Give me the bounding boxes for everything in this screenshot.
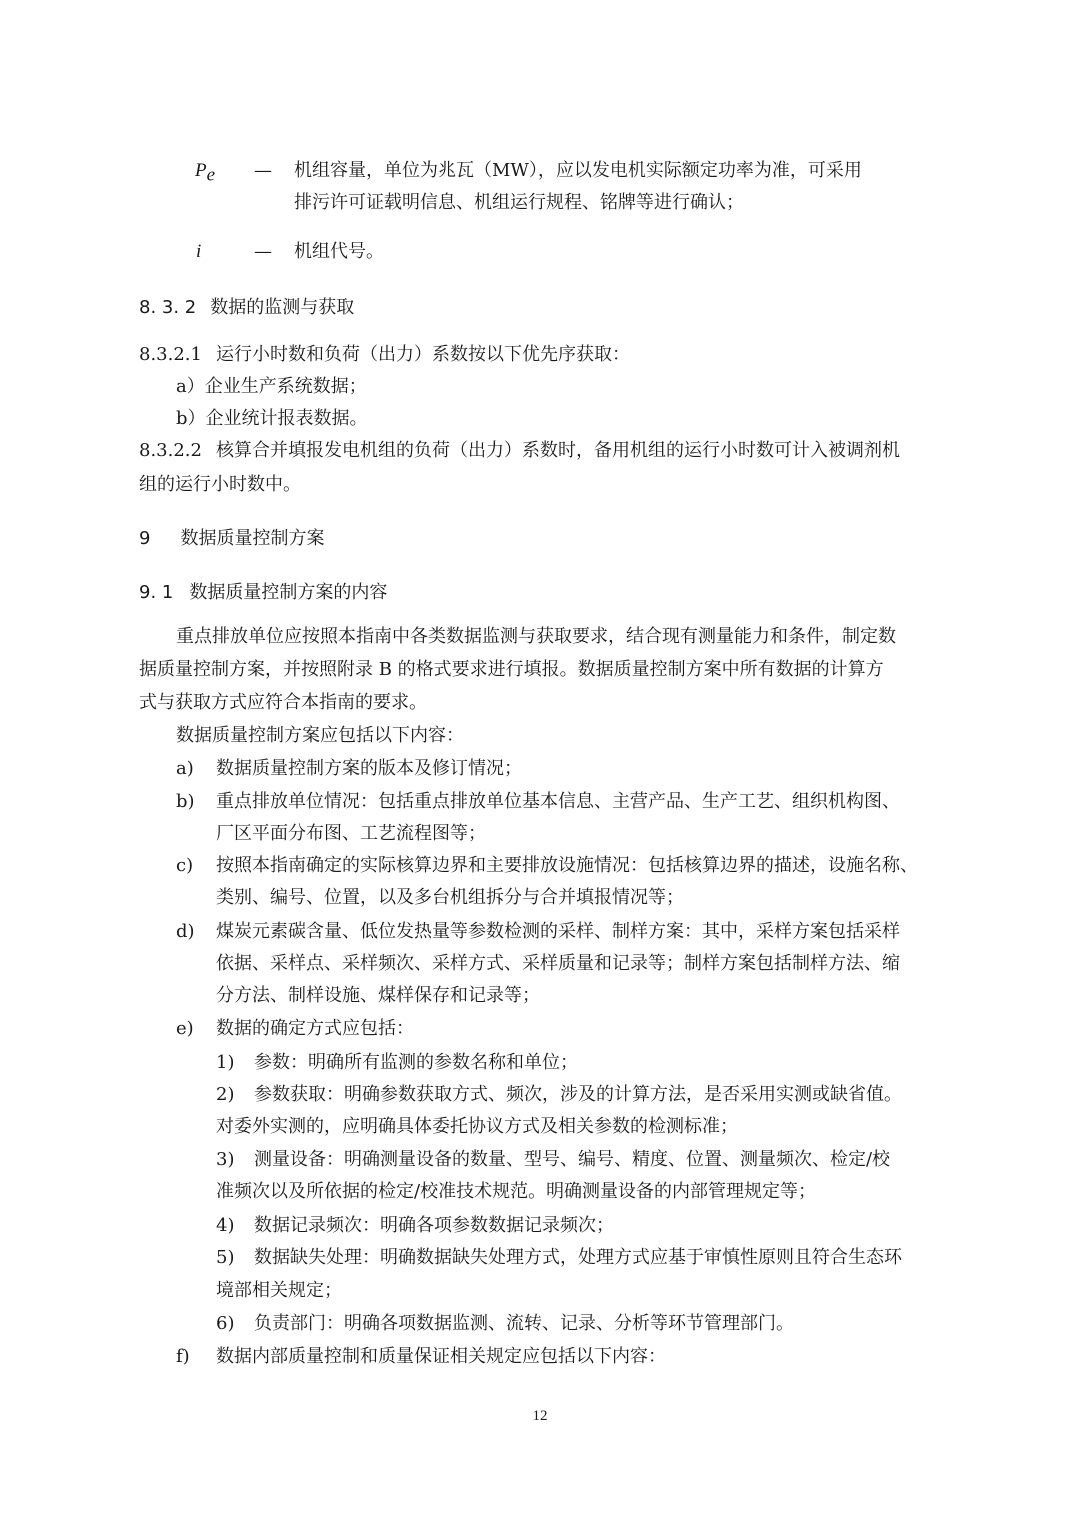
list-item-text: 数据的确定方式应包括： bbox=[216, 1018, 414, 1039]
sub-item-text: 准频次以及所依据的检定/校准技术规范。明确测量设备的内部管理规定等； bbox=[216, 1181, 817, 1202]
clause-text: 运行小时数和负荷（出力）系数按以下优先序获取： bbox=[215, 344, 630, 365]
list-item-text: 厂区平面分布图、工艺流程图等； bbox=[216, 823, 486, 844]
sub-item-text: 数据记录频次：明确各项参数数据记录频次； bbox=[254, 1215, 614, 1236]
def-pe-text-1: 机组容量，单位为兆瓦（MW），应以发电机实际额定功率为准，可采用 bbox=[294, 160, 862, 181]
list-item-text: 数据质量控制方案的版本及修订情况； bbox=[216, 758, 522, 779]
symbol-i-letter: i bbox=[196, 241, 202, 262]
sub-item-text: 负责部门：明确各项数据监测、流转、记录、分析等环节管理部门。 bbox=[254, 1313, 794, 1334]
def-i-text: 机组代号。 bbox=[294, 241, 384, 262]
paragraph-line: 重点排放单位应按照本指南中各类数据监测与获取要求，结合现有测量能力和条件，制定数 bbox=[176, 626, 896, 647]
sub-label-5: 5) bbox=[216, 1247, 235, 1268]
def-dash: — bbox=[254, 241, 272, 262]
sub-label-3: 3) bbox=[216, 1149, 235, 1170]
list-item-text: 依据、采样点、采样频次、采样方式、采样质量和记录等；制样方案包括制样方法、缩 bbox=[216, 953, 900, 974]
list-label-b: b) bbox=[176, 791, 195, 812]
list-item-a: a）企业生产系统数据； bbox=[176, 376, 367, 397]
paragraph-line: 式与获取方式应符合本指南的要求。 bbox=[139, 692, 427, 713]
clause-8321 bbox=[139, 340, 630, 370]
sub-item-text: 对委外实测的，应明确具体委托协议方式及相关参数的检测标准； bbox=[216, 1116, 738, 1137]
list-item-text: 按照本指南确定的实际核算边界和主要排放设施情况：包括核算边界的描述，设施名称、 bbox=[216, 855, 918, 876]
chapter-number: 9 bbox=[139, 528, 151, 549]
list-item-text: 重点排放单位情况：包括重点排放单位基本信息、主营产品、生产工艺、组织机构图、 bbox=[216, 791, 900, 812]
section-number: 8. 3. 2 bbox=[139, 297, 197, 318]
clause-text: 核算合并填报发电机组的负荷（出力）系数时，备用机组的运行小时数可计入被调剂机 bbox=[215, 440, 900, 461]
symbol-pe bbox=[195, 156, 215, 191]
list-item-text: 类别、编号、位置，以及多台机组拆分与合并填报情况等； bbox=[216, 887, 684, 908]
list-item-text: 煤炭元素碳含量、低位发热量等参数检测的采样、制样方案：其中，采样方案包括采样 bbox=[216, 921, 900, 942]
section-title: 数据质量控制方案的内容 bbox=[189, 582, 388, 603]
section-heading-832 bbox=[139, 293, 354, 323]
list-label-e: e) bbox=[176, 1018, 194, 1039]
clause-number: 8.3.2.1 bbox=[139, 344, 202, 365]
paragraph-line: 据质量控制方案，并按照附录 B 的格式要求进行填报。数据质量控制方案中所有数据的计算方 bbox=[139, 659, 884, 680]
sub-item-text: 境部相关规定； bbox=[216, 1280, 342, 1301]
section-title: 数据的监测与获取 bbox=[210, 297, 355, 318]
symbol-subscript: e bbox=[206, 164, 216, 186]
list-item-b: b）企业统计报表数据。 bbox=[176, 408, 368, 429]
paragraph-line: 数据质量控制方案应包括以下内容： bbox=[176, 725, 464, 746]
list-label-a: a) bbox=[176, 758, 194, 779]
sub-label-4: 4) bbox=[216, 1215, 235, 1236]
clause-8322-cont: 组的运行小时数中。 bbox=[139, 474, 301, 495]
symbol-i bbox=[196, 237, 201, 267]
section-number: 9. 1 bbox=[139, 582, 174, 603]
symbol-p: P bbox=[195, 160, 207, 181]
sub-label-2: 2) bbox=[216, 1084, 235, 1105]
sub-item-text: 参数获取：明确参数获取方式、频次，涉及的计算方法，是否采用实测或缺省值。 bbox=[254, 1084, 902, 1105]
sub-item-text: 测量设备：明确测量设备的数量、型号、编号、精度、位置、测量频次、检定/校 bbox=[254, 1149, 891, 1170]
sub-item-text: 参数：明确所有监测的参数名称和单位； bbox=[254, 1052, 578, 1073]
list-item-text: 数据内部质量控制和质量保证相关规定应包括以下内容： bbox=[216, 1346, 666, 1367]
list-item-text: 分方法、制样设施、煤样保存和记录等； bbox=[216, 985, 540, 1006]
clause-8322 bbox=[139, 436, 900, 466]
chapter-title: 数据质量控制方案 bbox=[180, 528, 325, 549]
section-heading-91 bbox=[139, 578, 387, 608]
sub-label-1: 1) bbox=[216, 1052, 235, 1073]
chapter-heading-9 bbox=[139, 524, 324, 554]
clause-number: 8.3.2.2 bbox=[139, 440, 202, 461]
sub-item-text: 数据缺失处理：明确数据缺失处理方式，处理方式应基于审慎性原则且符合生态环 bbox=[254, 1247, 902, 1268]
list-label-d: d) bbox=[176, 921, 195, 942]
def-pe-text-2: 排污许可证载明信息、机组运行规程、铭牌等进行确认； bbox=[294, 192, 744, 213]
list-label-f: f) bbox=[176, 1346, 190, 1367]
list-label-c: c) bbox=[176, 855, 194, 876]
page-number: 12 bbox=[532, 1408, 548, 1424]
def-dash: — bbox=[254, 160, 272, 181]
sub-label-6: 6) bbox=[216, 1313, 235, 1334]
